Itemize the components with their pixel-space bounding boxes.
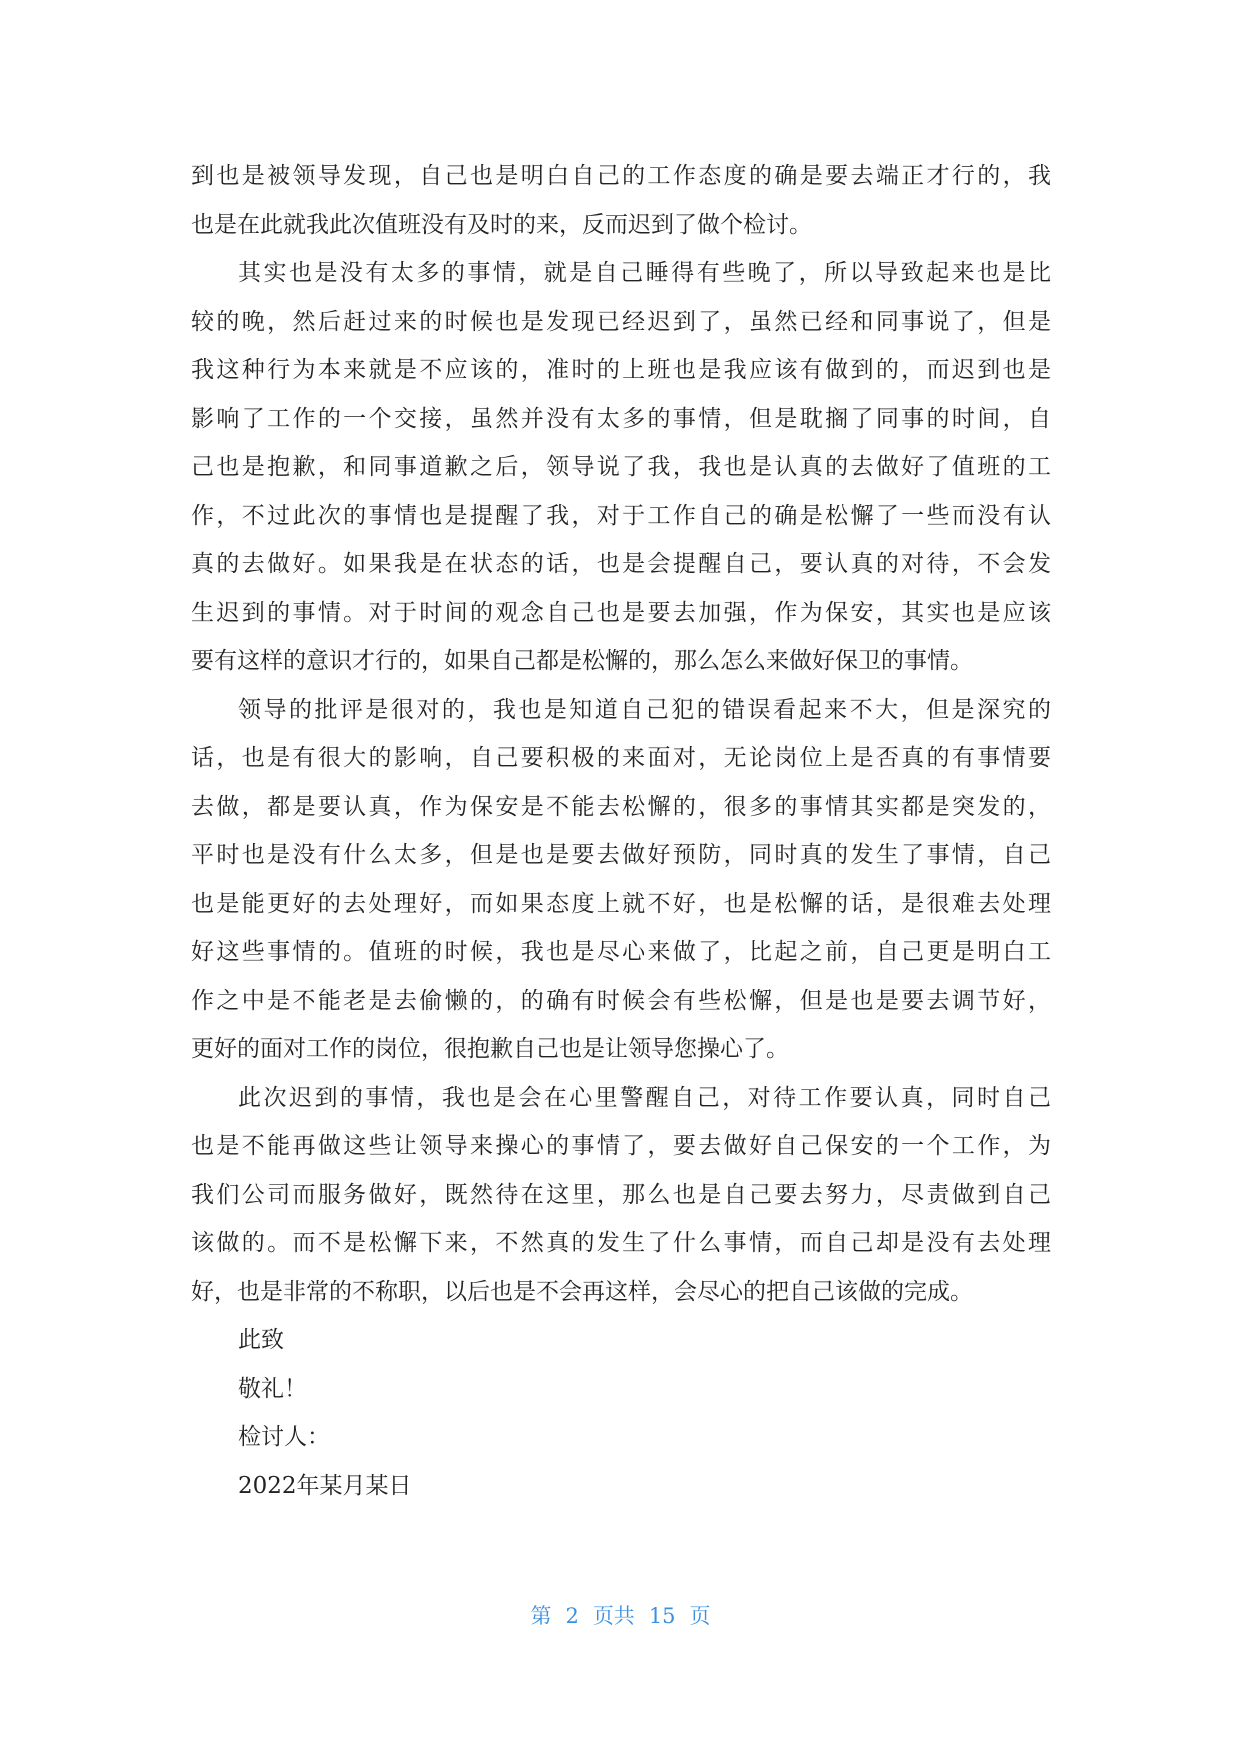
text-line: 也是能更好的去处理好，而如果态度上就不好，也是松懈的话，是很难去处理 xyxy=(191,890,1051,917)
text-line: 我们公司而服务做好，既然待在这里，那么也是自己要去努力，尽责做到自己 xyxy=(191,1181,1051,1208)
text-line: 要有这样的意识才行的，如果自己都是松懈的，那么怎么来做好保卫的事情。 xyxy=(191,648,973,674)
text-line: 作，不过此次的事情也是提醒了我，对于工作自己的确是松懈了一些而没有认 xyxy=(191,502,1051,529)
footer-prefix: 第 xyxy=(530,1604,552,1628)
footer-middle: 页共 xyxy=(592,1604,635,1628)
text-line: 此致 xyxy=(238,1327,284,1353)
text-line: 平时也是没有什么太多，但是也是要去做好预防，同时真的发生了事情，自己 xyxy=(191,842,1051,868)
footer-total-pages: 15 xyxy=(648,1604,676,1628)
text-line: 领导的批评是很对的，我也是知道自己犯的错误看起来不大，但是深究的 xyxy=(238,696,1051,723)
footer-page-number: 2 xyxy=(565,1604,579,1628)
text-line: 好这些事情的。值班的时候，我也是尽心来做了，比起之前，自己更是明白工 xyxy=(191,939,1051,965)
text-line: 也是在此就我此次值班没有及时的来，反而迟到了做个检讨。 xyxy=(191,211,812,238)
text-line: 2022年某月某日 xyxy=(238,1472,412,1499)
text-line: 真的去做好。如果我是在状态的话，也是会提醒自己，要认真的对待，不会发 xyxy=(191,551,1051,577)
text-line: 检讨人： xyxy=(238,1424,330,1450)
text-line: 此次迟到的事情，我也是会在心里警醒自己，对待工作要认真，同时自己 xyxy=(238,1084,1051,1111)
text-line: 更好的面对工作的岗位，很抱歉自己也是让领导您操心了。 xyxy=(191,1036,789,1062)
text-line: 好，也是非常的不称职，以后也是不会再这样，会尽心的把自己该做的完成。 xyxy=(191,1278,973,1305)
text-line: 话，也是有很大的影响，自己要积极的来面对，无论岗位上是否真的有事情要 xyxy=(191,745,1051,771)
text-line: 生迟到的事情。对于时间的观念自己也是要去加强，作为保安，其实也是应该 xyxy=(191,599,1051,626)
text-line: 其实也是没有太多的事情，就是自己睡得有些晚了，所以导致起来也是比 xyxy=(238,260,1051,286)
text-line: 到也是被领导发现，自己也是明白自己的工作态度的确是要去端正才行的，我 xyxy=(191,163,1051,189)
text-line: 也是不能再做这些让领导来操心的事情了，要去做好自己保安的一个工作，为 xyxy=(191,1133,1051,1159)
footer-suffix: 页 xyxy=(689,1604,711,1628)
text-line: 该做的。而不是松懈下来，不然真的发生了什么事情，而自己却是没有去处理 xyxy=(191,1230,1051,1256)
text-line: 我这种行为本来就是不应该的，准时的上班也是我应该有做到的，而迟到也是 xyxy=(191,357,1051,383)
page-footer xyxy=(0,1600,1241,1630)
text-line: 影响了工作的一个交接，虽然并没有太多的事情，但是耽搁了同事的时间，自 xyxy=(191,405,1051,432)
text-line: 作之中是不能老是去偷懒的，的确有时候会有些松懈，但是也是要去调节好， xyxy=(191,987,1051,1014)
document-body xyxy=(191,152,1051,1510)
text-line: 去做，都是要认真，作为保安是不能去松懈的，很多的事情其实都是突发的， xyxy=(191,793,1051,820)
text-line: 敬礼！ xyxy=(238,1375,307,1402)
text-line: 较的晚，然后赶过来的时候也是发现已经迟到了，虽然已经和同事说了，但是 xyxy=(191,308,1051,335)
text-line: 己也是抱歉，和同事道歉之后，领导说了我，我也是认真的去做好了值班的工 xyxy=(191,454,1051,480)
